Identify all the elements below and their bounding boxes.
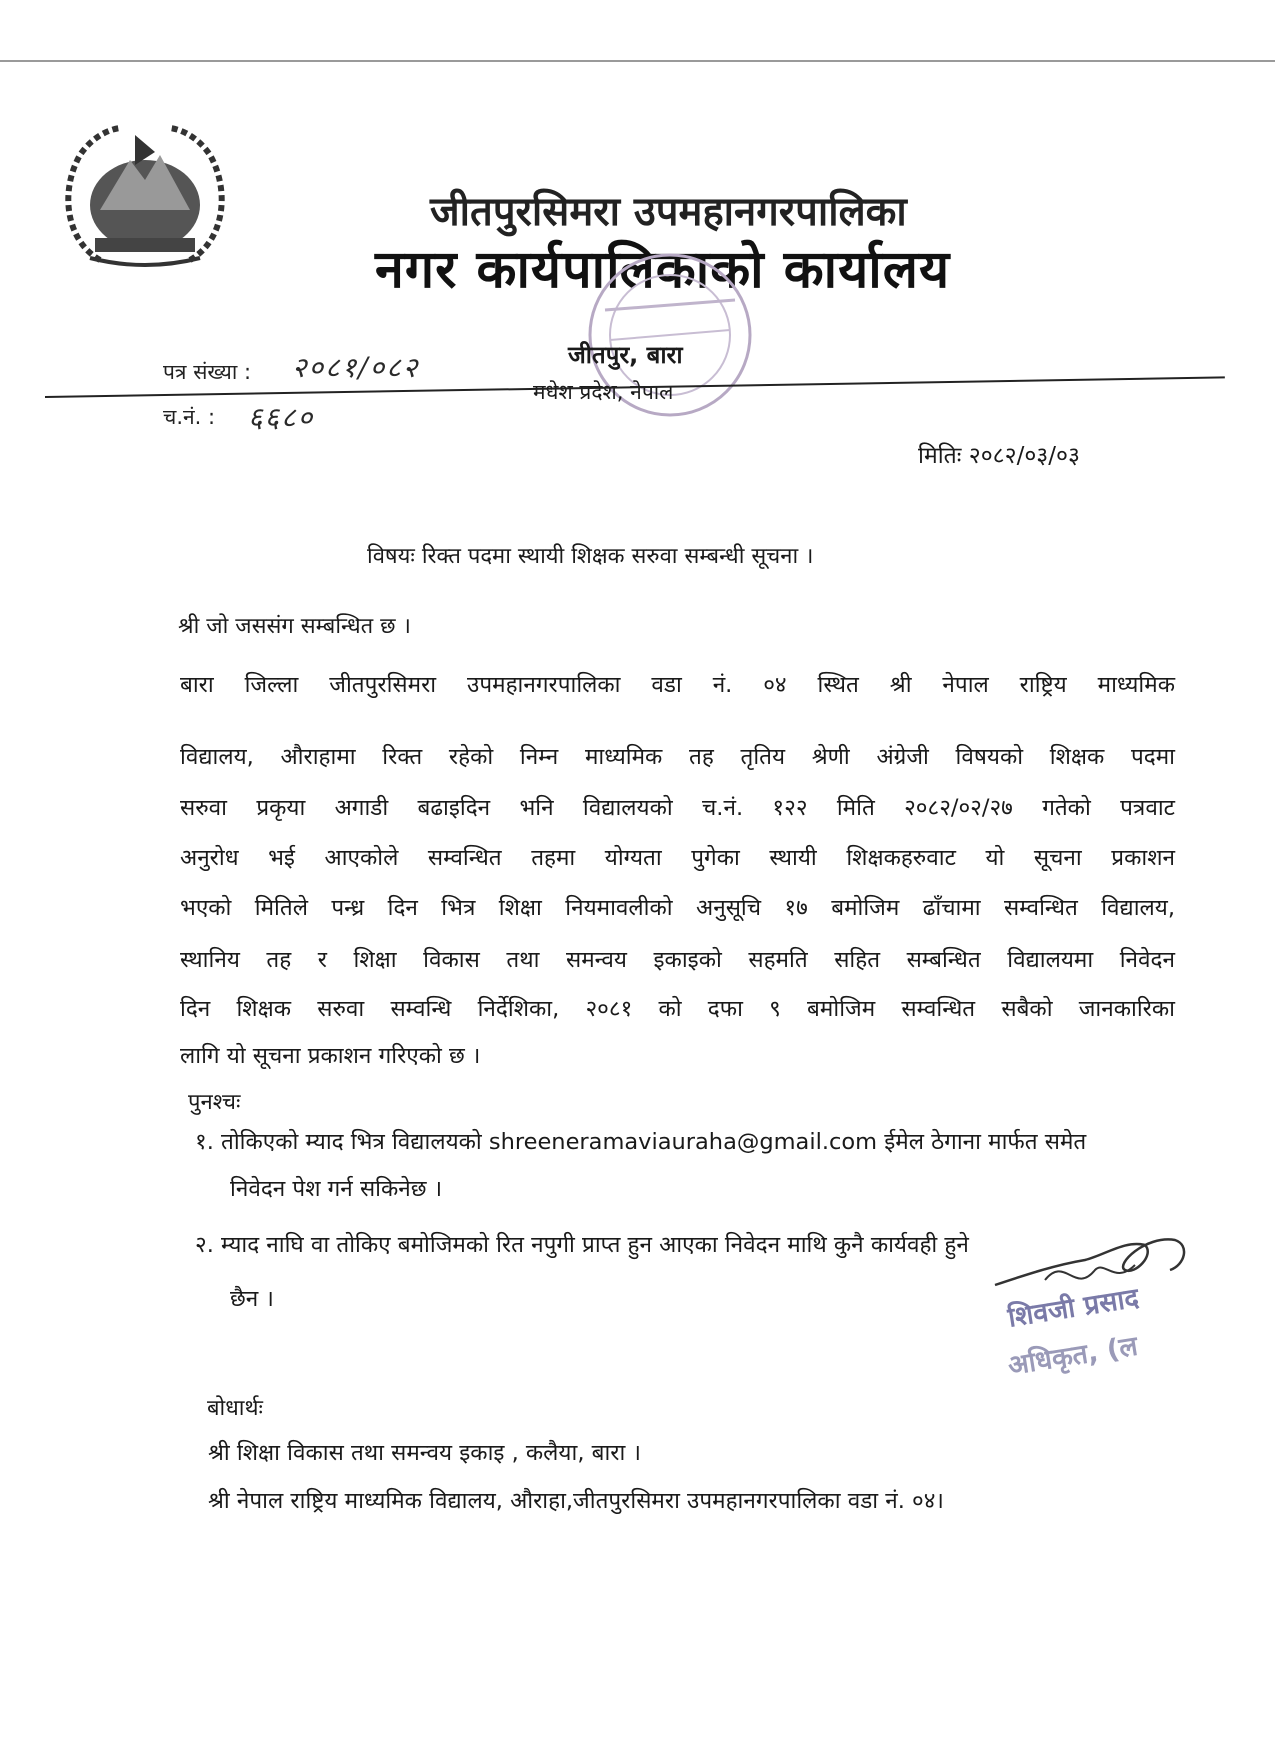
cc-line: श्री शिक्षा विकास तथा समन्वय इकाइ , कलैया, बारा । [208,1440,642,1466]
cc-title: बोधार्थः [207,1396,263,1421]
body-line: लागि यो सूचना प्रकाशन गरिएको छ । [180,1043,481,1069]
signatory-title: अधिकृत, (ल [1005,1330,1140,1382]
page-top-edge [0,60,1275,62]
postscript-item-2: २. म्याद नाघि वा तोकिए बमोजिमको रित नपुगी प्राप्त हुन आएका निवेदन माथि कुनै कार्यवही हुने [195,1232,969,1258]
dispatch-number-label: च.नं. : [163,405,216,429]
postscript-title: पुनश्चः [188,1090,241,1115]
body-line: भएको मितिले पन्ध्र दिन भित्र शिक्षा नियमावलीको अनुसूचि १७ बमोजिम ढाँचामा सम्वन्धित विद्यालय, [180,895,1175,921]
postscript-item-1-cont: निवेदन पेश गर्न सकिनेछ । [230,1176,443,1202]
postscript-item-1: १. तोकिएको म्याद भित्र विद्यालयको shreeneramaviauraha@gmail.com ईमेल ठेगाना मार्फत समेत [195,1129,1087,1155]
signatory-name: शिवजी प्रसाद [1005,1282,1141,1334]
office-name: नगर कार्यपालिकाको कार्यालय [375,240,951,300]
nepal-emblem-icon [60,120,230,270]
letter-date: मितिः २०८२/०३/०३ [918,443,1080,469]
salutation: श्री जो जससंग सम्बन्धित छ । [178,614,411,639]
body-line: अनुरोध भई आएकोले सम्वन्धित तहमा योग्यता पुगेका स्थायी शिक्षकहरुवाट यो सूचना प्रकाशन [180,845,1175,871]
body-line: स्थानिय तह र शिक्षा विकास तथा समन्वय इकाइको सहमति सहित सम्बन्धित विद्यालयमा निवेदन [180,947,1175,973]
letter-subject: विषयः रिक्त पदमा स्थायी शिक्षक सरुवा सम्बन्धी सूचना । [367,544,814,569]
cc-line: श्री नेपाल राष्ट्रिय माध्यमिक विद्यालय, औराहा,जीतपुरसिमरा उपमहानगरपालिका वडा नं. ०४। [208,1488,944,1514]
body-line: बारा जिल्ला जीतपुरसिमरा उपमहानगरपालिका वडा नं. ०४ स्थित श्री नेपाल राष्ट्रिय माध्यमिक [180,672,1175,698]
body-line: विद्यालय, औराहामा रिक्त रहेको निम्न माध्यमिक तह तृतिय श्रेणी अंग्रेजी विषयको शिक्षक पदमा [180,744,1175,770]
municipality-name: जीतपुरसिमरा उपमहानगरपालिका [430,189,907,235]
body-line: सरुवा प्रकृया अगाडी बढाइदिन भनि विद्यालयको च.नं. १२२ मिति २०८२/०२/२७ गतेको पत्रवाट [180,795,1175,821]
address-line-2: मधेश प्रदेश, नेपाल [533,380,674,404]
address-line-1: जीतपुर, बारा [568,341,683,369]
body-line: दिन शिक्षक सरुवा सम्वन्धि निर्देशिका, २०८१ को दफा ९ बमोजिम सम्वन्धित सबैको जानकारिका [180,996,1175,1022]
dispatch-number-value: ६६८० [248,401,315,434]
postscript-item-2-cont: छैन । [230,1286,274,1312]
letter-number-value: २०८१/०८२ [292,351,420,384]
letter-number-label: पत्र संख्या : [163,360,252,384]
